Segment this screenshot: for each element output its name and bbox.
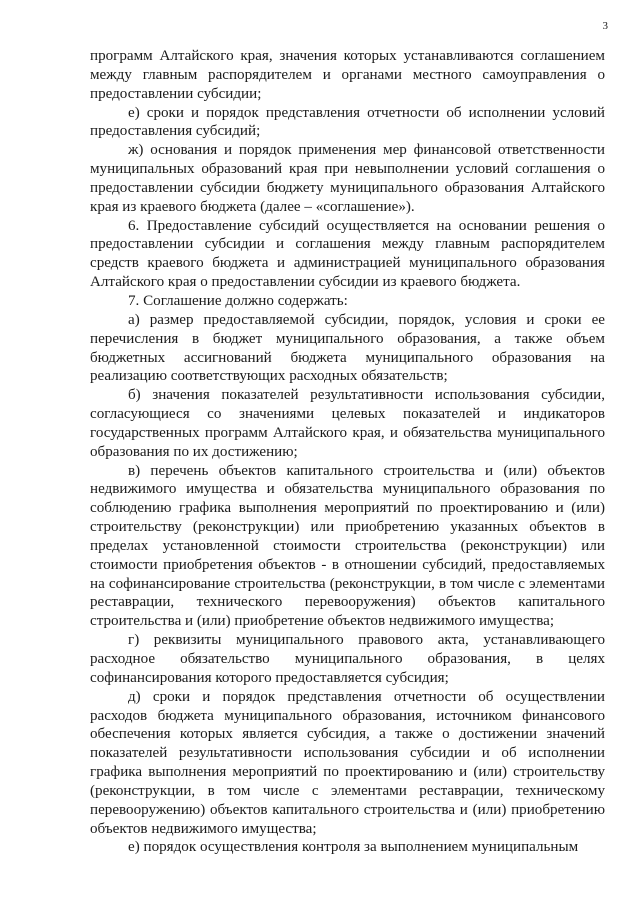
paragraph-continuation: программ Алтайского края, значения которых устанавливаются соглашением между главным распорядителем и органами местного самоуправления о предоставлении субсидии; xyxy=(90,48,605,102)
paragraph-item-g: г) реквизиты муниципального правового акта, устанавливающего расходное обязательство муниципального образования, в целях софинансирования которого предоставляется субсидия; xyxy=(90,632,605,686)
paragraph-item-e-control: е) порядок осуществления контроля за выполнением муниципальным xyxy=(128,839,579,856)
paragraph-item-b: б) значения показателей результативности использования субсидии, согласующиеся со значениями целевых показателей и индикаторов государственных программ Алтайского края, и обязательства муниципального образования по их достижению; xyxy=(90,387,605,460)
paragraph-item-v: в) перечень объектов капитального строительства и (или) объектов недвижимого имущества и обязательства муниципального образования по соблюдению графика выполнения мероприятий по проектированию и (или) строительству (реконструкции) или приобретению указанных объектов в пределах установленной стоимости строительства (реконструкции) или стоимости приобретения объектов - в отношении субсидий, предоставляемых на софинансирование строительства (реконструкции, в том числе с элементами реставрации, технического перевооружения) объектов капитального строительства и (или) приобретение объектов недвижимого имущества; xyxy=(90,462,605,630)
document-body xyxy=(90,47,605,857)
paragraph-item-e-reporting: е) сроки и порядок представления отчетности об исполнении условий предоставления субсидий; xyxy=(90,104,605,140)
paragraph-clause-7: 7. Соглашение должно содержать: xyxy=(128,292,348,309)
paragraph-clause-6: 6. Предоставление субсидий осуществляется на основании решения о предоставлении субсидии и соглашения между главным распорядителем средств краевого бюджета и администрацией муниципального образования Алтайского края о предоставлении субсидии из краевого бюджета. xyxy=(90,217,605,291)
paragraph-item-a: а) размер предоставляемой субсидии, порядок, условия и сроки ее перечисления в бюджет муниципального образования, а также объем бюджетных ассигнований бюджета муниципального образования на реализацию соответствующих расходных обязательств; xyxy=(90,311,605,385)
paragraph-item-d: д) сроки и порядок представления отчетности об осуществлении расходов бюджета муниципального образования, источником финансового обеспечения которых является субсидия, а также о достижении значений показателей результативности использования субсидии и об исполнении графика выполнения мероприятий по проектированию и (или) строительству (реконструкции, в том числе с элементами реставрации, техническому перевооружению) объектов капитального строительства и (или) приобретению объектов недвижимого имущества; xyxy=(90,688,605,837)
paragraph-item-zh-liability: ж) основания и порядок применения мер финансовой ответственности муниципальных образований края при невыполнении условий соглашения о предоставлении субсидии бюджету муниципального образования Алтайского края из краевого бюджета (далее – «соглашение»). xyxy=(90,142,605,215)
page-number: 3 xyxy=(602,20,608,32)
